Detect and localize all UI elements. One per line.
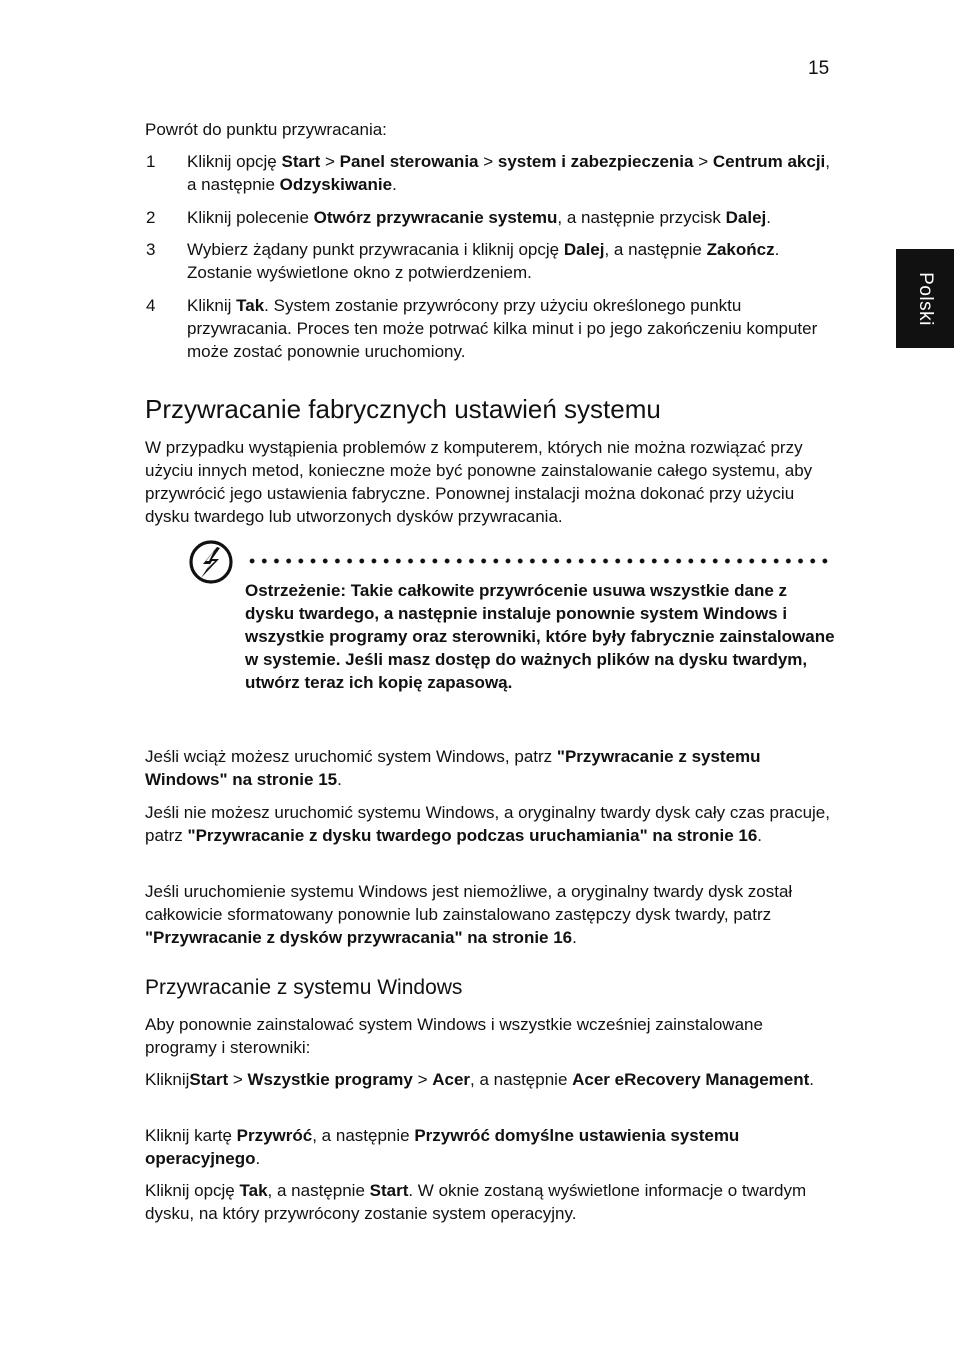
reference-paragraph: Jeśli wciąż możesz uruchomić system Windows, patrz "Przywracanie z systemu Windows" na stronie 15.: [145, 747, 761, 789]
step-number: 2: [146, 208, 156, 227]
section-body: W przypadku wystąpienia problemów z komputerem, których nie można rozwiązać przy użyciu innych metod, konieczne może być ponowne zainstalowanie całego systemu, aby przywrócić jego ustawienia fabryczne. Ponownej instalacji można dokonać przy użyciu dysku twardego lub utworzonych dysków przywracania.: [145, 438, 813, 526]
step-number: 1: [146, 152, 156, 171]
warning-text: Ostrzeżenie: Takie całkowite przywrócenie usuwa wszystkie dane z dysku twardego, a następnie instaluje ponownie system Windows i wszystkie programy oraz sterowniki, które były fabrycznie zainstalowane w systemie. Jeśli masz dostęp do ważnych plików na dysku twardym, utwórz teraz ich kopię zapasową.: [245, 581, 835, 692]
language-tab: [896, 249, 954, 348]
language-tab-label: Polski: [915, 271, 936, 326]
instruction-paragraph: Kliknij opcję Tak, a następnie Start. W oknie zostaną wyświetlone informacje o twardym dysku, na który przywrócony zostanie system operacyjny.: [145, 1181, 807, 1223]
step-text: Wybierz żądany punkt przywracania i kliknij opcję Dalej, a następnie Zakończ. Zostanie wyświetlone okno z potwierdzeniem.: [187, 240, 780, 282]
intro-text: Powrót do punktu przywracania:: [145, 120, 387, 139]
step-text: Kliknij opcję Start > Panel sterowania > system i zabezpieczenia > Centrum akcji, a następnie Odzyskiwanie.: [187, 152, 831, 194]
reference-paragraph: Jeśli uruchomienie systemu Windows jest niemożliwe, a oryginalny twardy dysk został całkowicie sformatowany ponownie lub zainstalowano zastępczy dysk twardy, patrz "Przywracanie z dysków przywracania" na stronie 16.: [145, 882, 793, 947]
step-text: Kliknij Tak. System zostanie przywrócony przy użyciu określonego punktu przywracania. Proces ten może potrwać kilka minut i po jego zakończeniu komputer może zostać ponownie uruchomiony.: [187, 296, 818, 361]
step-number: 4: [146, 296, 156, 315]
instruction-paragraph: KliknijStart > Wszystkie programy > Acer, a następnie Acer eRecovery Management.: [145, 1070, 815, 1089]
page-number: 15: [808, 58, 830, 79]
step-number: 3: [146, 240, 156, 259]
step-text: Kliknij polecenie Otwórz przywracanie systemu, a następnie przycisk Dalej.: [187, 208, 771, 227]
warning-lightning-icon: [188, 539, 234, 585]
section-heading: Przywracanie fabrycznych ustawień systemu: [145, 394, 661, 424]
reference-paragraph: Jeśli nie możesz uruchomić systemu Windows, a oryginalny twardy dysk cały czas pracuje, patrz "Przywracanie z dysku twardego podczas uruchamiania" na stronie 16.: [145, 803, 830, 845]
subsection-body: Aby ponownie zainstalować system Windows i wszystkie wcześniej zainstalowane programy i sterowniki:: [145, 1015, 763, 1057]
warning-divider: [246, 558, 830, 564]
instruction-paragraph: Kliknij kartę Przywróć, a następnie Przywróć domyślne ustawienia systemu operacyjnego.: [145, 1126, 740, 1168]
subsection-heading: Przywracanie z systemu Windows: [145, 976, 463, 999]
